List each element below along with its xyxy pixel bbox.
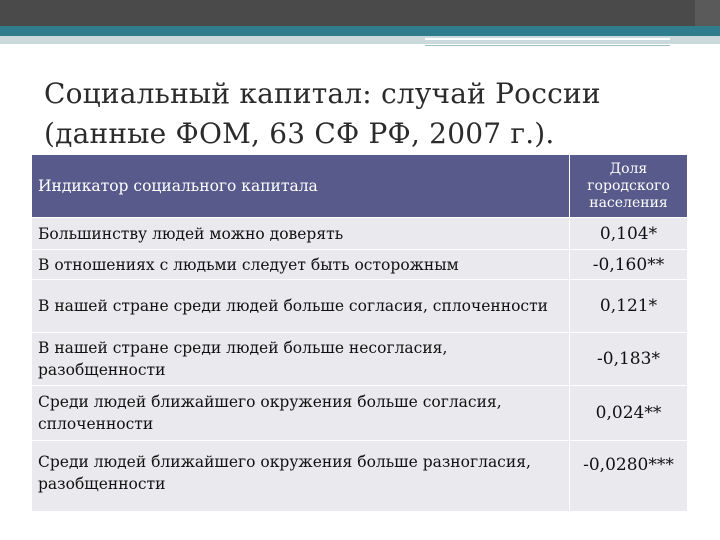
table-row [32,250,687,280]
accent-line-secondary [425,45,670,46]
row-indicator: В нашей стране среди людей больше согласия, сплоченности [38,297,548,315]
title-line-2: (данные ФОМ, 63 СФ РФ, 2007 г.). [44,117,555,150]
row-value: -0,0280*** [569,441,687,511]
row-value: 0,104* [569,218,687,249]
accent-line [425,38,670,40]
row-value: -0,183* [569,333,687,385]
table-row [32,441,687,512]
row-indicator: Среди людей ближайшего окружения больше согласия, сплоченности [38,393,502,433]
row-value: 0,121* [569,280,687,332]
header-indicator: Индикатор социального капитала [38,177,318,195]
table-row [32,386,687,441]
row-indicator: Среди людей ближайшего окружения больше разногласия, разобщенности [38,453,531,493]
data-table [32,155,687,512]
table-row [32,333,687,386]
table-header-row [32,155,687,218]
title-line-1: Социальный капитал: случай России [44,77,601,110]
slide-title [44,74,684,154]
top-teal-band [0,26,720,36]
top-dark-band [0,0,720,26]
table-row [32,280,687,333]
row-value: -0,160** [569,250,687,279]
header-share: Доля городского населения [569,155,687,217]
row-indicator: В нашей стране среди людей больше несогласия, разобщенности [38,339,448,379]
table-row [32,218,687,250]
row-indicator: Большинству людей можно доверять [38,224,344,243]
row-indicator: В отношениях с людьми следует быть осторожным [38,255,459,274]
row-value: 0,024** [569,386,687,440]
